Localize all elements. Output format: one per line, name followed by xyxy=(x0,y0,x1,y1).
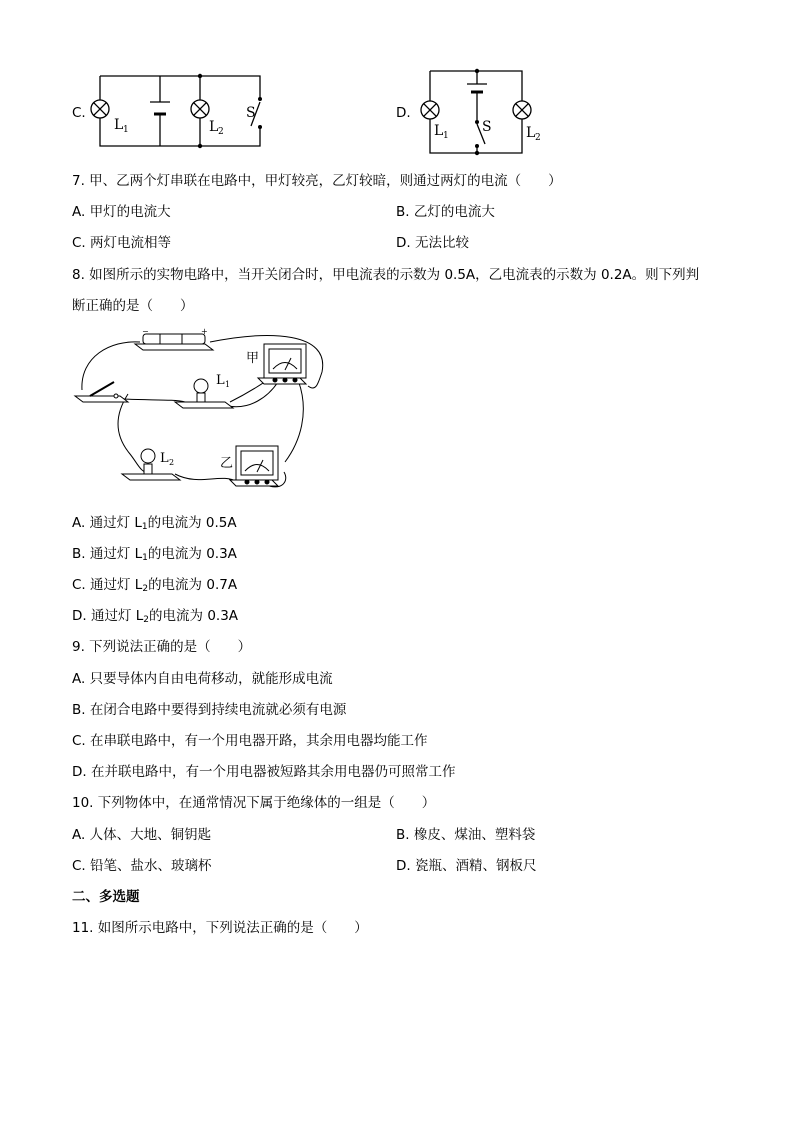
q11-stem: 11. 如图所示电路中，下列说法正确的是（ ） xyxy=(72,920,368,936)
q7-stem: 7. 甲、乙两个灯串联在电路中，甲灯较亮，乙灯较暗，则通过两灯的电流（ ） xyxy=(72,173,562,189)
q8-stem-line1: 8. 如图所示的实物电路中，当开关闭合时，甲电流表的示数为 0.5A，乙电流表的示数为 0.2A。则下列判 xyxy=(72,267,700,283)
q7-option-a: A. 甲灯的电流大 xyxy=(72,204,171,220)
q10-option-c: C. 铅笔、盐水、玻璃杯 xyxy=(72,858,212,874)
q9-option-b: B. 在闭合电路中要得到持续电流就必须有电源 xyxy=(72,702,347,718)
q7-option-c: C. 两灯电流相等 xyxy=(72,235,172,251)
circuit-diagram-c xyxy=(88,68,278,158)
q8-physical-circuit-figure xyxy=(70,322,330,497)
q8-stem-line2: 断正确的是（ ） xyxy=(72,298,194,314)
lamp-label-l2-sub: 2 xyxy=(535,133,541,143)
battery-minus-label: − xyxy=(142,327,149,336)
lamp-label-l1-sub: 1 xyxy=(443,131,449,141)
q7-option-d: D. 无法比较 xyxy=(396,235,469,251)
switch-label-s: S xyxy=(482,119,492,135)
switch-label-s: S xyxy=(246,105,256,121)
circuit-diagram-d xyxy=(412,62,562,162)
lamp-label-l1: L xyxy=(434,123,444,139)
q10-option-a: A. 人体、大地、铜钥匙 xyxy=(72,827,212,843)
q8-option-c: C. 通过灯 $L_2$的电流为 0.7A xyxy=(72,577,238,594)
lamp-label-l2: L xyxy=(526,125,536,141)
lamp-label-l1: L xyxy=(114,117,124,133)
q8-lamp-label-l1: L xyxy=(216,373,225,388)
q8-option-d: D. 通过灯 $L_2$的电流为 0.3A xyxy=(72,608,239,625)
option-d-letter: D. xyxy=(396,105,411,121)
ammeter-label-yi: 乙 xyxy=(220,456,234,471)
q9-option-d: D. 在并联电路中，有一个用电器被短路其余用电器仍可照常工作 xyxy=(72,764,456,780)
q8-lamp-label-l1-sub: 1 xyxy=(225,380,231,389)
q8-option-b: B. 通过灯 $L_1$的电流为 0.3A xyxy=(72,546,237,563)
section-title-multiple-choice: 二、多选题 xyxy=(72,889,140,905)
ammeter-label-jia: 甲 xyxy=(246,351,260,366)
q8-lamp-label-l2-sub: 2 xyxy=(169,458,175,467)
q10-option-b: B. 橡皮、煤油、塑料袋 xyxy=(396,827,536,843)
q7-option-b: B. 乙灯的电流大 xyxy=(396,204,495,220)
q10-option-d: D. 瓷瓶、酒精、钢板尺 xyxy=(396,858,537,874)
battery-plus-label: + xyxy=(201,327,208,336)
q9-stem: 9. 下列说法正确的是（ ） xyxy=(72,639,252,655)
lamp-label-l1-sub: 1 xyxy=(123,125,129,135)
option-c-letter: C. xyxy=(72,105,86,121)
q9-option-a: A. 只要导体内自由电荷移动，就能形成电流 xyxy=(72,671,333,687)
lamp-label-l2: L xyxy=(209,119,219,135)
q8-lamp-label-l2: L xyxy=(160,451,169,466)
lamp-label-l2-sub: 2 xyxy=(218,127,224,137)
q10-stem: 10. 下列物体中，在通常情况下属于绝缘体的一组是（ ） xyxy=(72,795,436,811)
q8-option-a: A. 通过灯 $L_1$的电流为 0.5A xyxy=(72,515,237,532)
q9-option-c: C. 在串联电路中，有一个用电器开路，其余用电器均能工作 xyxy=(72,733,428,749)
